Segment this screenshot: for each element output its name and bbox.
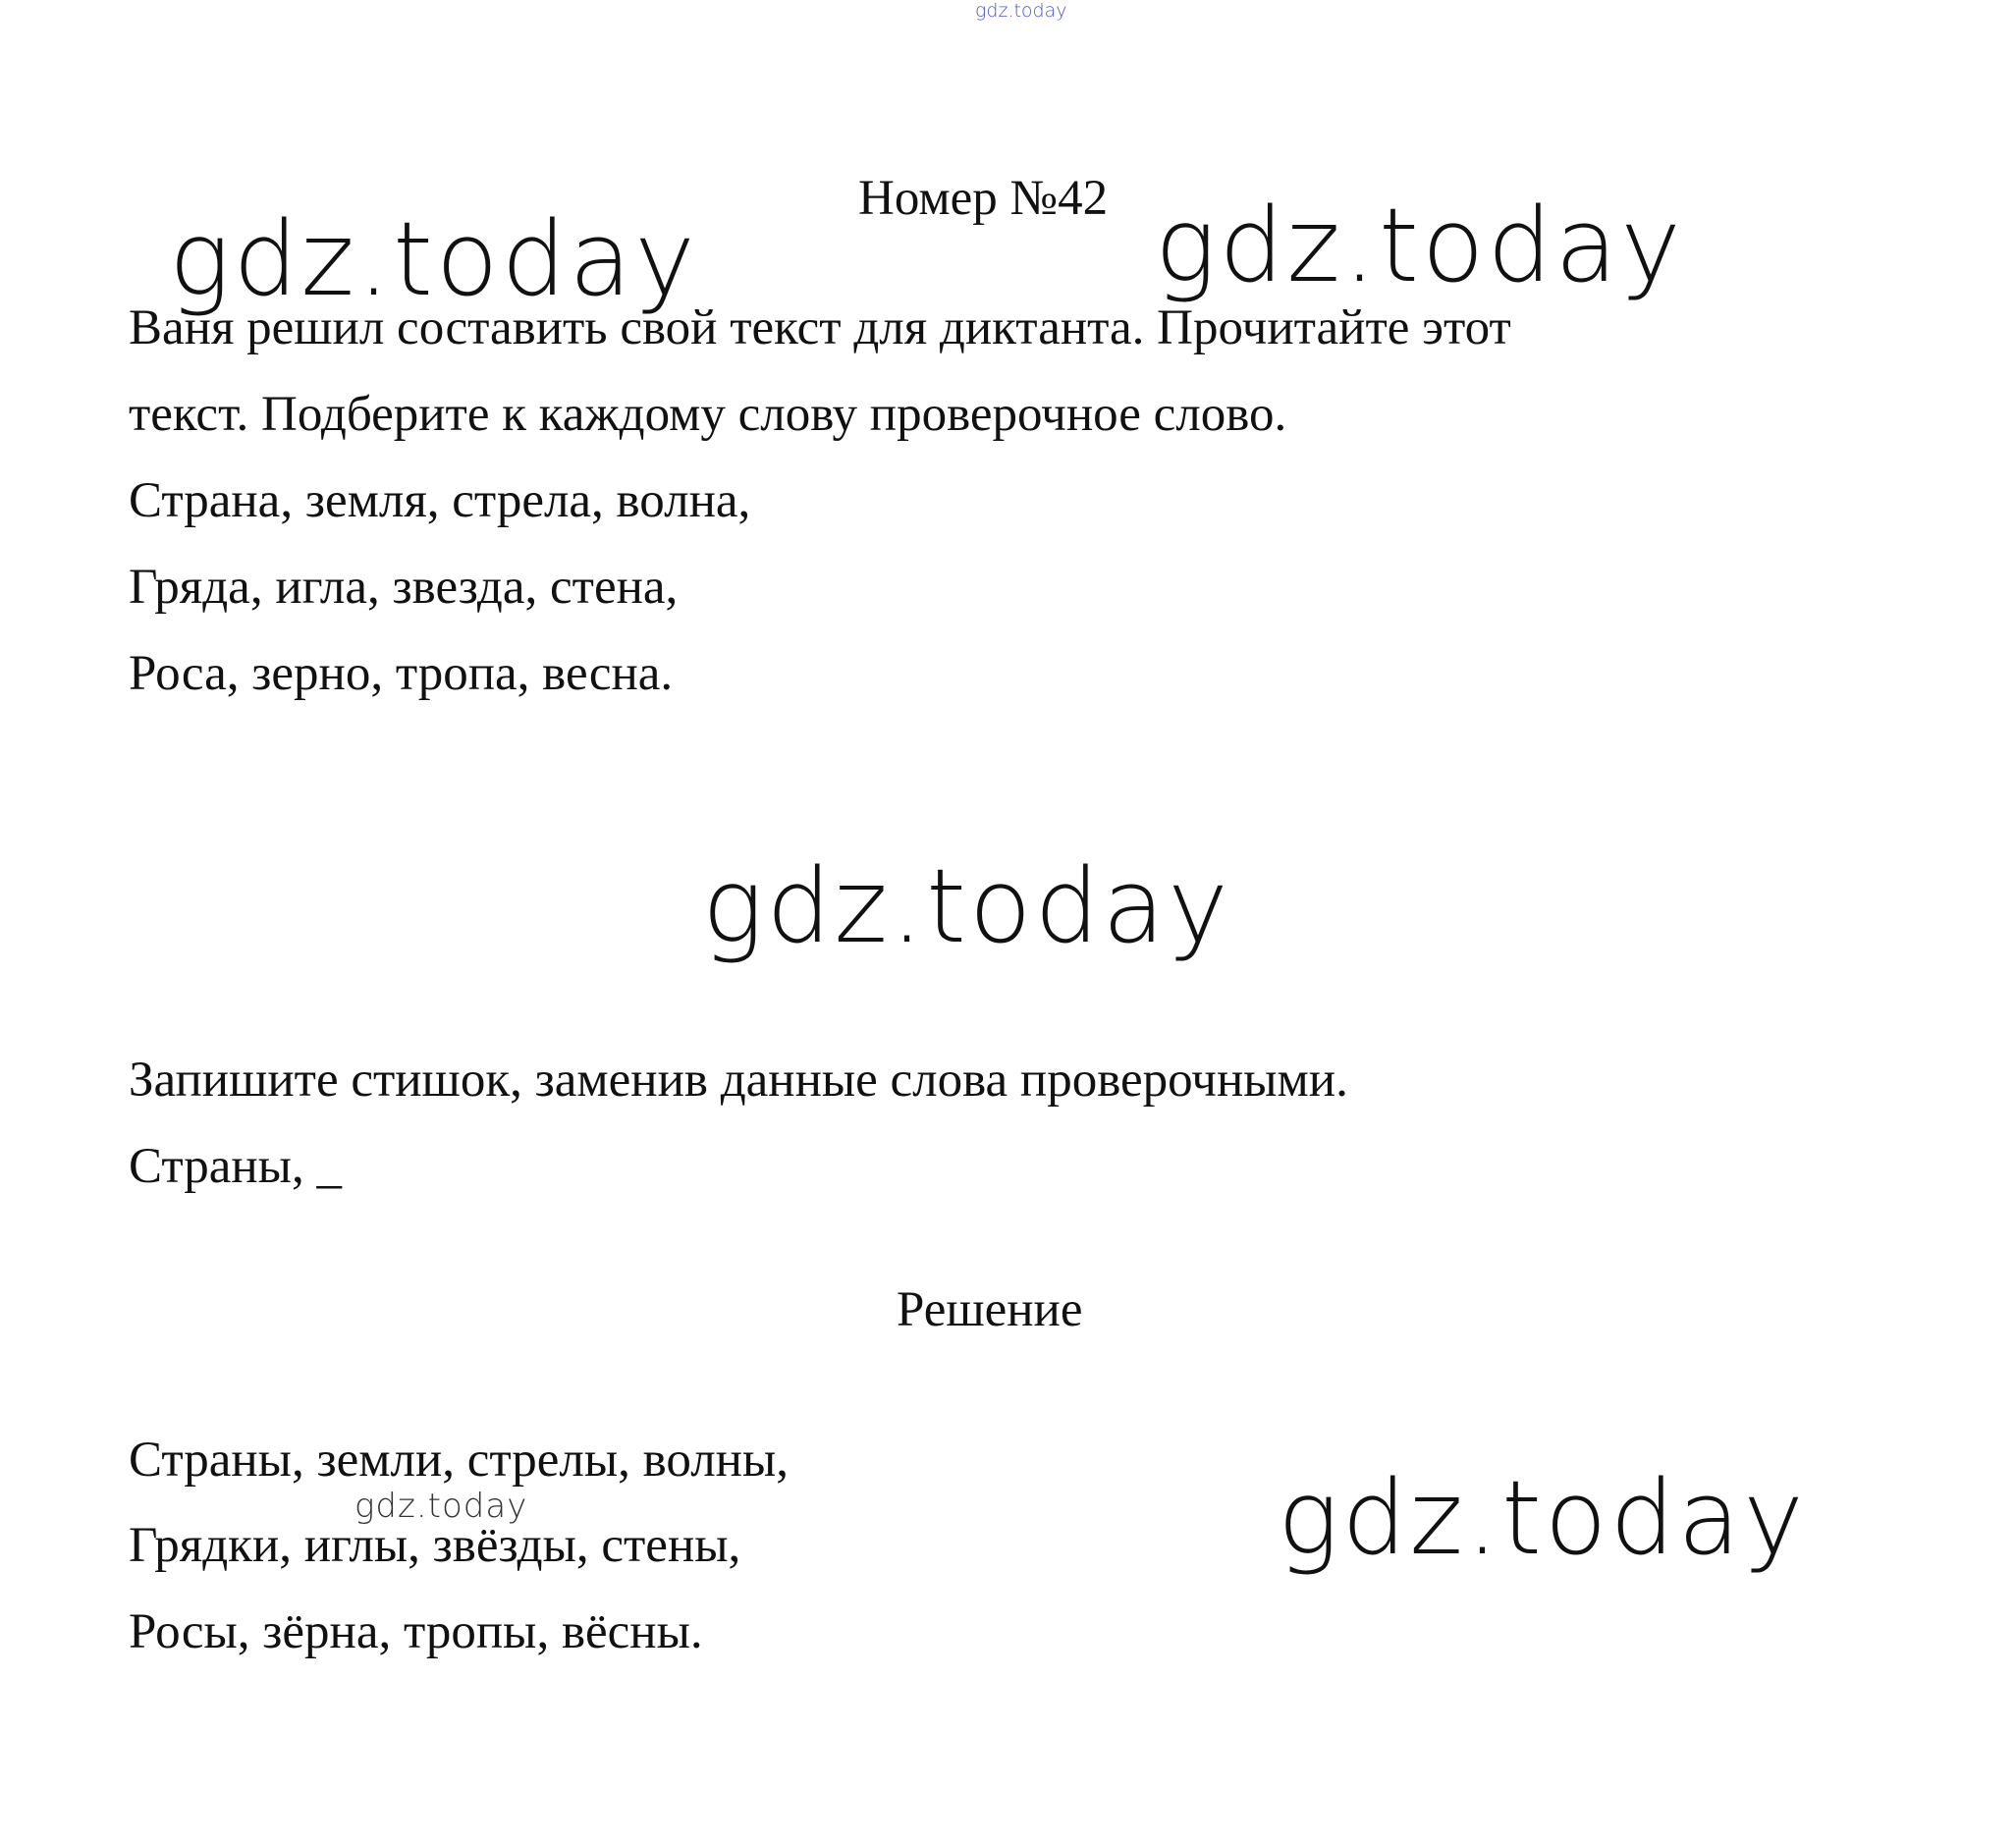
watermark-top: gdz.today — [975, 0, 1067, 22]
task-word-line-1: Страна, земля, стрела, волна, — [129, 473, 751, 528]
task-line-2: текст. Подберите к каждому слову проверочное слово. — [129, 387, 1287, 442]
task-title: Номер №42 — [858, 171, 1109, 226]
watermark-upper-left: gdz.today — [169, 199, 698, 319]
solution-line-1: Страны, земли, стрелы, волны, — [129, 1433, 789, 1488]
task-line-1: Ваня решил составить свой текст для диктанта. Прочитайте этот — [129, 300, 1511, 355]
task-instruction: Запишите стишок, заменив данные слова проверочными. — [129, 1053, 1348, 1108]
solution-line-3: Росы, зёрна, тропы, вёсны. — [129, 1604, 703, 1659]
task-word-line-2: Гряда, игла, звезда, стена, — [129, 560, 679, 615]
task-word-line-3: Роса, зерно, тропа, весна. — [129, 646, 674, 701]
watermark-lower-small: gdz.today — [354, 1487, 528, 1526]
solution-heading: Решение — [897, 1282, 1083, 1337]
watermark-upper-right: gdz.today — [1155, 186, 1684, 305]
solution-line-2: Грядки, иглы, звёзды, стены, — [129, 1518, 741, 1573]
watermark-lower-right: gdz.today — [1278, 1458, 1807, 1578]
task-example: Страны, _ — [129, 1139, 342, 1194]
watermark-middle: gdz.today — [702, 846, 1231, 966]
